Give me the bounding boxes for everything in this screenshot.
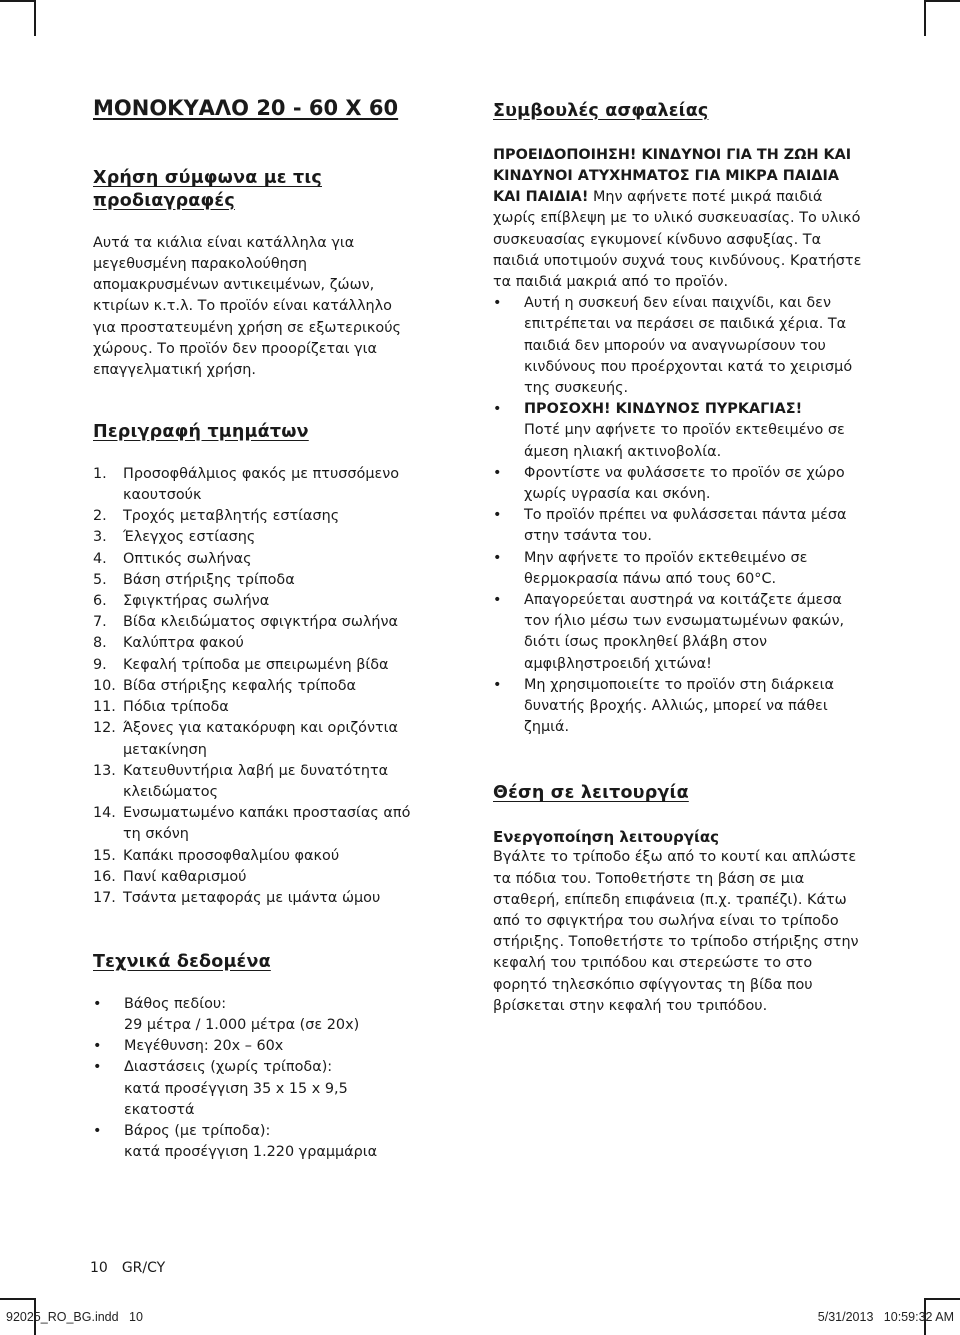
part-number: 6.: [93, 593, 107, 610]
bullet-icon: •: [493, 464, 502, 481]
part-label: Βίδα στήριξης κεφαλής τρίποδα: [123, 677, 357, 694]
safety-list: [493, 293, 863, 738]
tech-label: Βάρος (με τρίποδα):: [124, 1123, 271, 1140]
tech-label: Βάθος πεδίου:: [124, 995, 227, 1012]
part-label: Καπάκι προσοφθαλμίου φακού: [123, 847, 340, 864]
part-number: 13.: [93, 762, 116, 779]
page-footer: [90, 1260, 165, 1276]
part-item: [93, 676, 418, 697]
part-item: [93, 633, 418, 654]
safety-item: [493, 505, 863, 547]
part-label: Τσάντα μεταφοράς με ιμάντα ώμου: [123, 889, 381, 906]
part-number: 14.: [93, 805, 116, 822]
tech-data-heading: Τεχνικά δεδομένα: [93, 952, 271, 973]
tech-label: Μεγέθυνση: 20x – 60x: [124, 1038, 284, 1055]
crop-mark: [924, 0, 960, 2]
part-item: [93, 527, 418, 548]
tech-data-list: [93, 994, 418, 1164]
safety-text-block: [524, 505, 863, 547]
bullet-icon: •: [493, 549, 502, 566]
part-number: 2.: [93, 508, 107, 525]
tech-label: Διαστάσεις (χωρίς τρίποδα):: [124, 1059, 333, 1076]
crop-mark: [0, 0, 36, 2]
part-item: [93, 888, 418, 909]
print-slug: [0, 1310, 960, 1330]
part-label: Πανί καθαρισμού: [123, 868, 247, 885]
part-number: 8.: [93, 635, 107, 652]
left-column: [93, 96, 418, 1164]
tech-item: [93, 1121, 418, 1163]
fire-warning-label: ΠΡΟΣΟΧΗ! ΚΙΝΔΥΝΟΣ ΠΥΡΚΑΓΙΑΣ!: [524, 401, 803, 418]
bullet-icon: •: [493, 295, 502, 312]
safety-item: [493, 590, 863, 675]
safety-text: Αυτή η συσκευή δεν είναι παιχνίδι, και δεν επιτρέπεται να περάσει σε παιδικά χέρια. Τα παιδιά δεν μπορούν να αναγνωρίσουν του κινδύνους που προέρχονται κατά το χειρισμό της συσκευής.: [524, 295, 853, 396]
page-number: 10: [90, 1260, 108, 1276]
part-item: [93, 464, 418, 506]
safety-text-block: [524, 590, 863, 675]
part-item: [93, 761, 418, 803]
tech-text: [124, 1036, 418, 1057]
right-column: [493, 96, 863, 1017]
part-item: [93, 655, 418, 676]
bullet-icon: •: [493, 592, 502, 609]
part-number: 9.: [93, 656, 107, 673]
safety-heading: Συμβουλές ασφαλείας: [493, 101, 709, 121]
part-label: Προσοφθάλμιος φακός με πτυσσόμενο καουτσούκ: [123, 465, 400, 504]
part-item: [93, 506, 418, 527]
operation-text: Βγάλτε το τρίποδο έξω από το κουτί και απλώστε τα πόδια του. Τοποθετήστε τη βάση σε μια σταθερή, επίπεδη επιφάνεια (π.χ. τραπέζι). Κάτω από το σφιγκτήρα του σωλήνα είναι το τρίποδο στήριξης. Τοποθετήστε το τρίποδο στήριξης στην κεφαλή του τριπόδου και στερεώστε το στο φορητό τηλεσκόπιο σφίγγοντας τη βίδα που βρίσκεται στην κεφαλή του τριπόδου.: [493, 849, 859, 1014]
crop-mark: [0, 1298, 36, 1300]
part-label: Κατευθυντήρια λαβή με δυνατότητα κλειδώματος: [123, 762, 389, 800]
bullet-icon: •: [93, 995, 102, 1012]
safety-text: Το προϊόν πρέπει να φυλάσσεται πάντα μέσα στην τσάντα του.: [524, 507, 847, 545]
safety-text-block: [524, 399, 863, 463]
part-number: 4.: [93, 550, 107, 567]
part-label: Άξονες για κατακόρυφη και οριζόντια μετακίνηση: [123, 720, 399, 758]
part-number: 12.: [93, 720, 116, 737]
language-code: GR/CY: [121, 1260, 166, 1276]
part-label: Σφιγκτήρας σωλήνα: [123, 593, 270, 610]
warning-label: ΠΡΟΕΙΔΟΠΟΙΗΣΗ! ΚΙΝΔΥΝΟΙ ΓΙΑ ΤΗ ΖΩΗ ΚΑΙ ΚΙΝΔΥΝΟΙ ΑΤΥΧΗΜΑΤΟΣ ΓΙΑ ΜΙΚΡΑ ΠΑΙΔΙΑ ΚΑΙ ΠΑΙΔΙΑ!: [493, 146, 852, 206]
safety-text-block: [524, 675, 863, 739]
crop-mark: [34, 0, 36, 36]
crop-mark: [924, 1298, 960, 1300]
print-date: 5/31/2013 10:59:32 AM: [817, 1310, 954, 1324]
part-number: 1.: [93, 465, 107, 482]
part-number: 10.: [93, 677, 116, 694]
part-label: Βάση στήριξης τρίποδα: [123, 571, 295, 588]
part-item: [93, 549, 418, 570]
bullet-icon: •: [93, 1123, 102, 1140]
bullet-icon: •: [493, 401, 502, 418]
warning-text: Μην αφήνετε ποτέ μικρά παιδιά χωρίς επίβλεψη με το υλικό συσκευασίας. Το υλικό συσκευασίας εγκυμονεί κίνδυνο ασφυξίας. Τα παιδιά υποτιμούν συχνά τους κινδύνους. Κρατήστε τα παιδιά μακριά από το προϊόν.: [493, 189, 862, 290]
parts-heading: Περιγραφή τμημάτων: [93, 422, 309, 443]
part-number: 15.: [93, 847, 116, 864]
tech-item: [93, 1036, 418, 1057]
safety-text: Μην αφήνετε το προϊόν εκτεθειμένο σε θερμοκρασία πάνω από τους 60°C.: [524, 549, 808, 587]
safety-text: Απαγορεύεται αυστηρά να κοιτάζετε άμεσα τον ήλιο μέσω των ενσωματωμένων φακών, διότι ίσως προκληθεί βλάβη στον αμφιβληστροειδή χιτώνα!: [524, 592, 845, 672]
page-title: ΜΟΝΟΚΥΑΛΟ 20 - 60 Χ 60: [93, 96, 399, 120]
part-number: 5.: [93, 571, 107, 588]
part-label: Βίδα κλειδώματος σφιγκτήρα σωλήνα: [123, 614, 399, 631]
safety-text-block: [524, 463, 863, 505]
part-item: [93, 846, 418, 867]
tech-value: 29 μέτρα / 1.000 μέτρα (σε 20x): [124, 1017, 360, 1034]
part-number: 17.: [93, 889, 116, 906]
tech-text: [124, 1121, 418, 1163]
part-label: Τροχός μεταβλητής εστίασης: [123, 508, 340, 525]
part-item: [93, 612, 418, 633]
parts-list: [93, 464, 418, 909]
operation-heading: Θέση σε λειτουργία: [493, 783, 689, 804]
part-label: Έλεγχος εστίασης: [123, 529, 256, 546]
tech-value: κατά προσέγγιση 35 x 15 x 9,5 εκατοστά: [124, 1080, 348, 1118]
operation-subheading: Ενεργοποίηση λειτουργίας: [493, 828, 720, 847]
part-label: Ενσωματωμένο καπάκι προστασίας από τη σκόνη: [123, 805, 411, 843]
part-number: 7.: [93, 614, 107, 631]
intended-use-heading: Χρήση σύμφωνα με τις προδιαγραφές: [93, 168, 322, 211]
safety-item: [493, 399, 863, 463]
part-item: [93, 570, 418, 591]
safety-item: [493, 548, 863, 590]
intended-use-text: Αυτά τα κιάλια είναι κατάλληλα για μεγεθυσμένη παρακολούθηση απομακρυσμένων αντικειμένων, ζώων, κτιρίων κ.τ.λ. Το προϊόν είναι κατάλληλο για προστατευμένη χρήση σε εξωτερικούς χώρους. Το προϊόν δεν προορίζεται για επαγγελματική χρήση.: [93, 234, 401, 378]
part-item: [93, 803, 418, 845]
safety-text: Φροντίστε να φυλάσσετε το προϊόν σε χώρο χωρίς υγρασία και σκόνη.: [524, 464, 845, 502]
bullet-icon: •: [93, 1038, 102, 1055]
safety-item: [493, 293, 863, 399]
safety-warning: [493, 145, 863, 293]
crop-mark: [924, 0, 926, 36]
tech-item: [93, 1057, 418, 1121]
tech-value: κατά προσέγγιση 1.220 γραμμάρια: [124, 1144, 378, 1161]
bullet-icon: •: [493, 507, 502, 524]
tech-item: [93, 994, 418, 1036]
safety-item: [493, 675, 863, 739]
part-item: [93, 867, 418, 888]
part-item: [93, 591, 418, 612]
part-label: Οπτικός σωλήνας: [123, 550, 252, 567]
safety-text: Ποτέ μην αφήνετε το προϊόν εκτεθειμένο σε άμεση ηλιακή ακτινοβολία.: [524, 422, 845, 460]
part-item: [93, 718, 418, 760]
safety-text-block: [524, 293, 863, 399]
part-number: 3.: [93, 529, 107, 546]
bullet-icon: •: [93, 1059, 102, 1076]
part-label: Κεφαλή τρίποδα με σπειρωμένη βίδα: [123, 656, 389, 673]
part-label: Καλύπτρα φακού: [123, 635, 244, 652]
bullet-icon: •: [493, 676, 502, 693]
part-label: Πόδια τρίποδα: [123, 699, 229, 716]
safety-text-block: [524, 548, 863, 590]
part-item: [93, 697, 418, 718]
part-number: 11.: [93, 699, 116, 716]
tech-text: [124, 994, 418, 1036]
part-number: 16.: [93, 868, 116, 885]
safety-text: Μη χρησιμοποιείτε το προϊόν στη διάρκεια δυνατής βροχής. Αλλιώς, μπορεί να πάθει ζημιά.: [524, 676, 834, 736]
print-file: 92025_RO_BG.indd 10: [6, 1310, 143, 1324]
tech-text: [124, 1057, 418, 1121]
safety-item: [493, 463, 863, 505]
